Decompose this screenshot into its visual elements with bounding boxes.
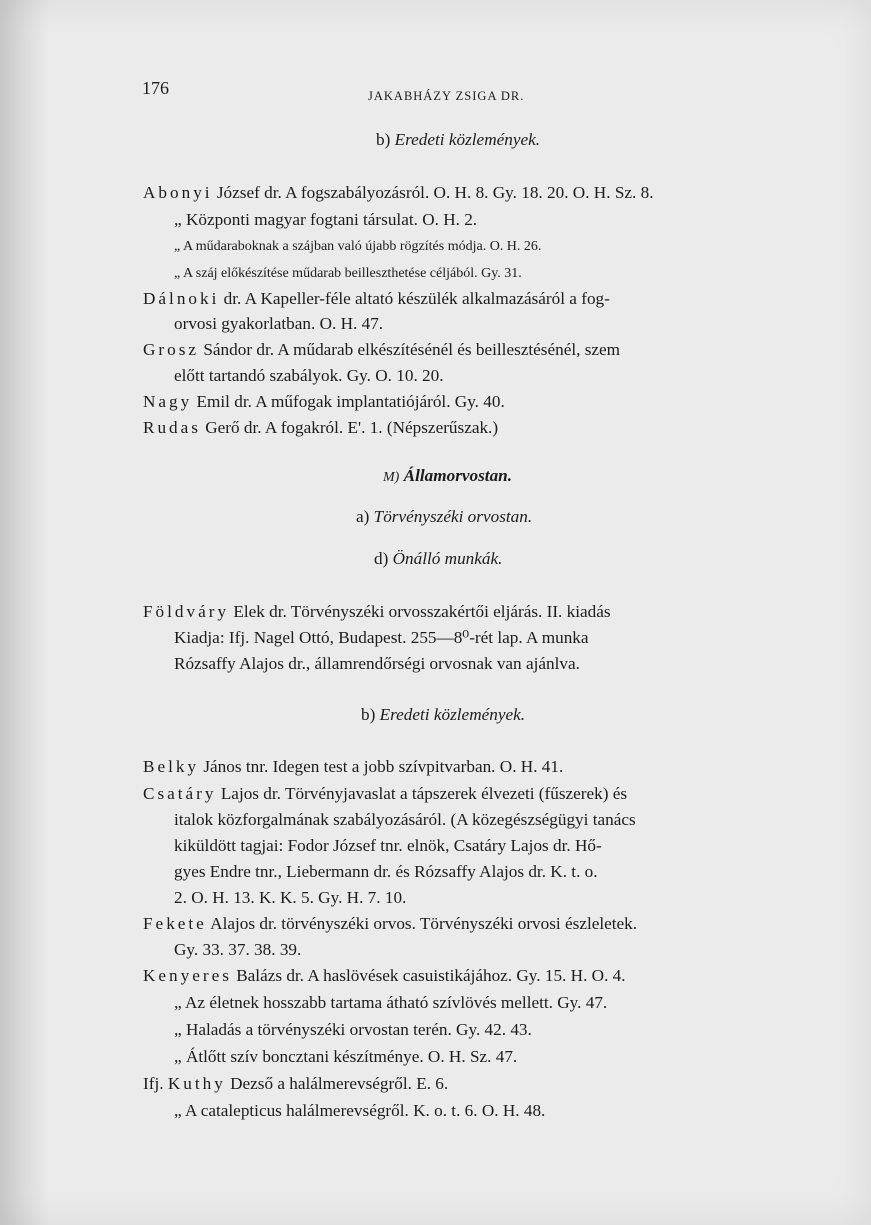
entry-text: Központi magyar fogtani társulat. O. H. 2. bbox=[181, 210, 478, 229]
entry-text: Alajos dr. törvényszéki orvos. Törvényszéki orvosi észleletek. bbox=[206, 914, 638, 933]
section-title: Eredeti közlemények. bbox=[379, 705, 526, 724]
entry-author: Rudas bbox=[143, 418, 201, 437]
bib-entry bbox=[174, 210, 477, 230]
entry-author: Grosz bbox=[143, 340, 200, 359]
bib-entry-continuation: Rózsaffy Alajos dr., államrendőrségi orvosnak van ajánlva. bbox=[174, 654, 580, 673]
entry-text: János tnr. Idegen test a jobb szívpitvarban. O. H. 41. bbox=[199, 757, 564, 776]
section-title: Államorvostan. bbox=[403, 466, 513, 485]
entry-text: Dezső a halálmerevségről. E. 6. bbox=[225, 1074, 449, 1093]
entry-author: Csatáry bbox=[143, 784, 217, 803]
bib-entry bbox=[143, 914, 637, 934]
entry-text: A catalepticus halálmerevségről. K. o. t. 6. O. H. 48. bbox=[181, 1101, 546, 1120]
ditto-mark: „ bbox=[174, 1101, 182, 1120]
ditto-mark: „ bbox=[174, 239, 181, 254]
entry-prefix: Ifj. bbox=[143, 1074, 164, 1093]
entry-text: Sándor dr. A műdarab elkészítésénél és beillesztésénél, szem bbox=[199, 340, 621, 359]
entry-author: Abonyi bbox=[143, 183, 213, 202]
entry-author: Dálnoki bbox=[143, 289, 220, 308]
bib-entry bbox=[143, 966, 626, 986]
section-marker: b) bbox=[361, 705, 376, 724]
bib-entry bbox=[174, 1101, 545, 1121]
bib-entry bbox=[143, 183, 654, 203]
bib-entry bbox=[143, 757, 563, 777]
bib-entry bbox=[143, 340, 620, 360]
bib-entry-continuation: Gy. 33. 37. 38. 39. bbox=[174, 940, 302, 959]
section-heading bbox=[376, 130, 540, 150]
bib-entry bbox=[174, 264, 522, 284]
bib-entry bbox=[143, 1074, 448, 1094]
bib-entry bbox=[174, 993, 607, 1013]
bib-entry bbox=[174, 1047, 517, 1067]
ditto-mark: „ bbox=[174, 1020, 182, 1039]
entry-text: Gerő dr. A fogakról. E'. 1. (Népszerűszak.) bbox=[200, 418, 499, 437]
section-title: Törvényszéki orvostan. bbox=[373, 507, 533, 526]
bib-entry-continuation: előtt tartandó szabályok. Gy. O. 10. 20. bbox=[174, 366, 444, 385]
ditto-mark: „ bbox=[174, 1047, 182, 1066]
entry-text: Lajos dr. Törvényjavaslat a tápszerek élvezeti (fűszerek) és bbox=[216, 784, 628, 803]
entry-author: Kenyeres bbox=[143, 966, 232, 985]
section-marker: a) bbox=[356, 507, 370, 526]
entry-author: Fekete bbox=[143, 914, 207, 933]
entry-text: A műdaraboknak a szájban való újabb rögzítés módja. O. H. 26. bbox=[180, 239, 542, 254]
entry-text: Átlőtt szív boncztani készítménye. O. H. Sz. 47. bbox=[181, 1047, 518, 1066]
ditto-mark: „ bbox=[174, 210, 182, 229]
bib-entry-continuation: Kiadja: Ifj. Nagel Ottó, Budapest. 255—8⁰-rét lap. A munka bbox=[174, 628, 589, 647]
binding-shadow bbox=[0, 0, 50, 1225]
section-title: Eredeti közlemények. bbox=[394, 130, 541, 149]
bib-entry-continuation: kiküldött tagjai: Fodor József tnr. elnök, Csatáry Lajos dr. Hő- bbox=[174, 836, 602, 855]
section-marker: M) bbox=[383, 470, 400, 485]
bib-entry bbox=[143, 602, 611, 622]
section-heading bbox=[361, 705, 525, 725]
section-marker: d) bbox=[374, 549, 389, 568]
entry-text: József dr. A fogszabályozásról. O. H. 8. Gy. 18. 20. O. H. Sz. 8. bbox=[212, 183, 654, 202]
entry-author: Kuthy bbox=[167, 1074, 226, 1093]
entry-text: Balázs dr. A haslövések casuistikájához. Gy. 15. H. O. 4. bbox=[231, 966, 626, 985]
bib-entry bbox=[174, 1020, 532, 1040]
bib-entry bbox=[143, 289, 610, 309]
section-title: Önálló munkák. bbox=[392, 549, 503, 568]
bib-entry bbox=[143, 418, 498, 438]
bib-entry-continuation: gyes Endre tnr., Liebermann dr. és Rózsaffy Alajos dr. K. t. o. bbox=[174, 862, 598, 881]
bib-entry bbox=[143, 784, 627, 804]
page-number: 176 bbox=[142, 78, 169, 98]
bib-entry-continuation: italok közforgalmának szabályozásáról. (A közegészségügyi tanács bbox=[174, 810, 636, 829]
bib-entry-continuation: 2. O. H. 13. K. K. 5. Gy. H. 7. 10. bbox=[174, 888, 407, 907]
entry-text: Emil dr. A műfogak implantatiójáról. Gy. 40. bbox=[192, 392, 505, 411]
bib-entry-continuation: orvosi gyakorlatban. O. H. 47. bbox=[174, 314, 384, 333]
ditto-mark: „ bbox=[174, 993, 182, 1012]
bib-entry bbox=[174, 237, 541, 257]
ditto-mark: „ bbox=[174, 266, 181, 281]
entry-text: dr. A Kapeller-féle altató készülék alkalmazásáról a fog- bbox=[219, 289, 610, 308]
entry-text: Az életnek hosszabb tartama átható szívlövés mellett. Gy. 47. bbox=[181, 993, 608, 1012]
section-heading bbox=[374, 549, 502, 569]
entry-author: Belky bbox=[143, 757, 200, 776]
entry-text: A száj előkészítése műdarab beilleszthetése céljából. Gy. 31. bbox=[180, 266, 522, 281]
bib-entry bbox=[143, 392, 505, 412]
entry-author: Földváry bbox=[143, 602, 230, 621]
entry-text: Elek dr. Törvényszéki orvosszakértői eljárás. II. kiadás bbox=[229, 602, 611, 621]
section-marker: b) bbox=[376, 130, 391, 149]
running-title: JAKABHÁZY ZSIGA DR. bbox=[368, 89, 525, 103]
section-heading bbox=[356, 507, 532, 527]
entry-author: Nagy bbox=[143, 392, 193, 411]
section-heading bbox=[383, 466, 512, 488]
entry-text: Haladás a törvényszéki orvostan terén. Gy. 42. 43. bbox=[181, 1020, 532, 1039]
